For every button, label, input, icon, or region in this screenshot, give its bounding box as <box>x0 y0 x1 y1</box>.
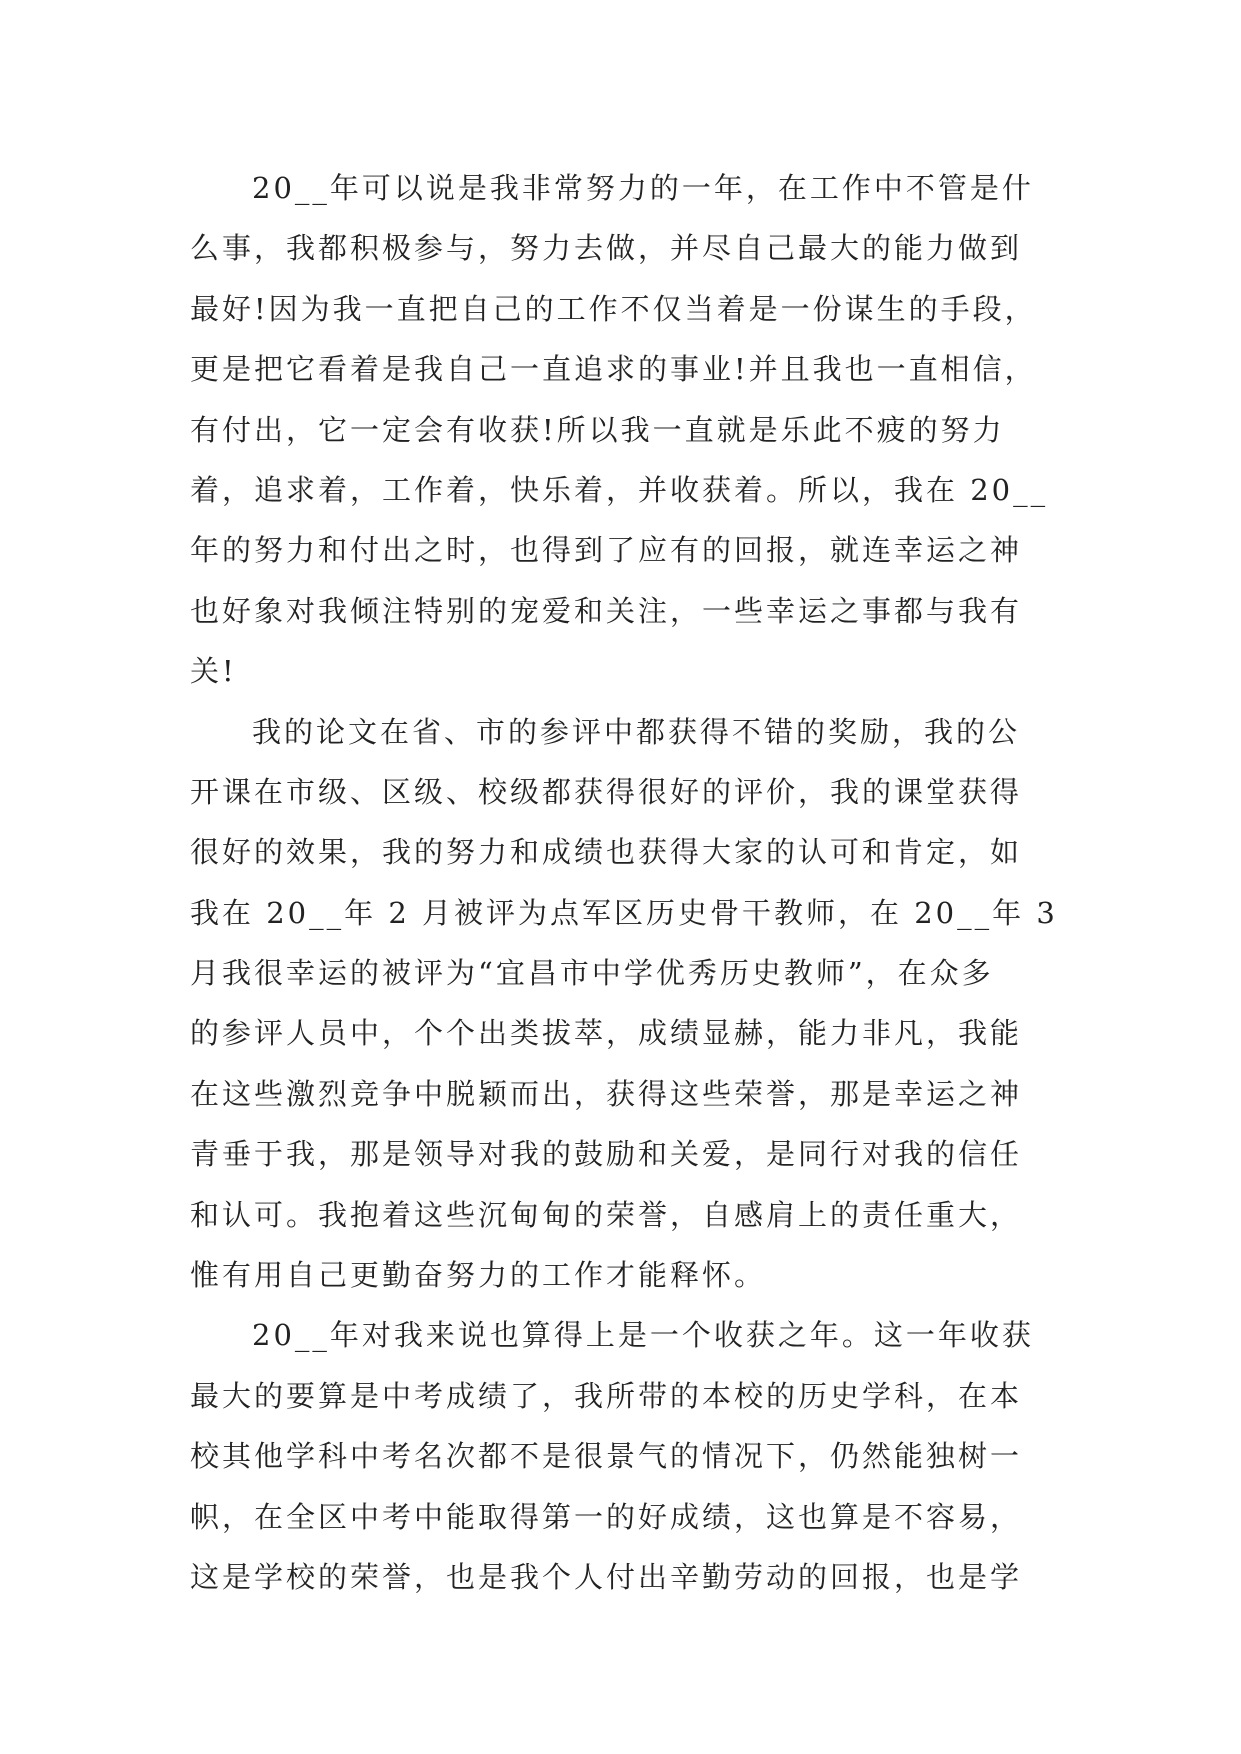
paragraph-2-line-10: 惟有用自己更勤奋努力的工作才能释怀。 <box>190 1258 767 1293</box>
paragraph-1-line-9: 关! <box>190 654 237 689</box>
paragraph-2-line-7: 在这些激烈竞争中脱颖而出，获得这些荣誉，那是幸运之神 <box>190 1076 1023 1111</box>
paragraph-2-line-4: 我在 20__年 2 月被评为点军区历史骨干教师，在 20__年 3 <box>190 895 1058 930</box>
paragraph-1-line-8: 也好象对我倾注特别的宠爱和关注，一些幸运之事都与我有 <box>190 593 1023 628</box>
paragraph-3-line-5: 这是学校的荣誉，也是我个人付出辛勤劳动的回报，也是学 <box>190 1559 1023 1594</box>
paragraph-1-line-5: 有付出，它一定会有收获!所以我一直就是乐此不疲的努力 <box>190 412 1005 447</box>
paragraph-2-line-6: 的参评人员中，个个出类拔萃，成绩显赫，能力非凡，我能 <box>190 1016 1023 1051</box>
paragraph-2-line-8: 青垂于我，那是领导对我的鼓励和关爱，是同行对我的信任 <box>190 1137 1023 1172</box>
paragraph-3-line-4: 帜，在全区中考中能取得第一的好成绩，这也算是不容易， <box>190 1499 1023 1534</box>
paragraph-3-line-2: 最大的要算是中考成绩了，我所带的本校的历史学科，在本 <box>190 1378 1023 1413</box>
document-body <box>190 158 1058 1607</box>
paragraph-2-line-3: 很好的效果，我的努力和成绩也获得大家的认可和肯定，如 <box>190 835 1023 870</box>
paragraph-2-line-1: 我的论文在省、市的参评中都获得不错的奖励，我的公 <box>252 714 1021 749</box>
paragraph-1-line-6: 着，追求着，工作着，快乐着，并收获着。所以，我在 20__ <box>190 472 1049 507</box>
paragraph-2-line-9: 和认可。我抱着这些沉甸甸的荣誉，自感肩上的责任重大， <box>190 1197 1023 1232</box>
paragraph-2-line-5: 月我很幸运的被评为“宜昌市中学优秀历史教师”，在众多 <box>190 956 994 991</box>
paragraph-3-line-1: 20__年对我来说也算得上是一个收获之年。这一年收获 <box>252 1318 1034 1353</box>
paragraph-1-line-2: 么事，我都积极参与，努力去做，并尽自己最大的能力做到 <box>190 231 1023 266</box>
paragraph-1-line-4: 更是把它看着是我自己一直追求的事业!并且我也一直相信， <box>190 352 1037 387</box>
paragraph-3-line-3: 校其他学科中考名次都不是很景气的情况下，仍然能独树一 <box>190 1439 1023 1474</box>
paragraph-1-line-7: 年的努力和付出之时，也得到了应有的回报，就连幸运之神 <box>190 533 1023 568</box>
paragraph-1-line-1: 20__年可以说是我非常努力的一年，在工作中不管是什 <box>252 171 1034 205</box>
paragraph-1-line-3: 最好!因为我一直把自己的工作不仅当着是一份谋生的手段， <box>190 291 1037 326</box>
paragraph-2-line-2: 开课在市级、区级、校级都获得很好的评价，我的课堂获得 <box>190 774 1023 809</box>
